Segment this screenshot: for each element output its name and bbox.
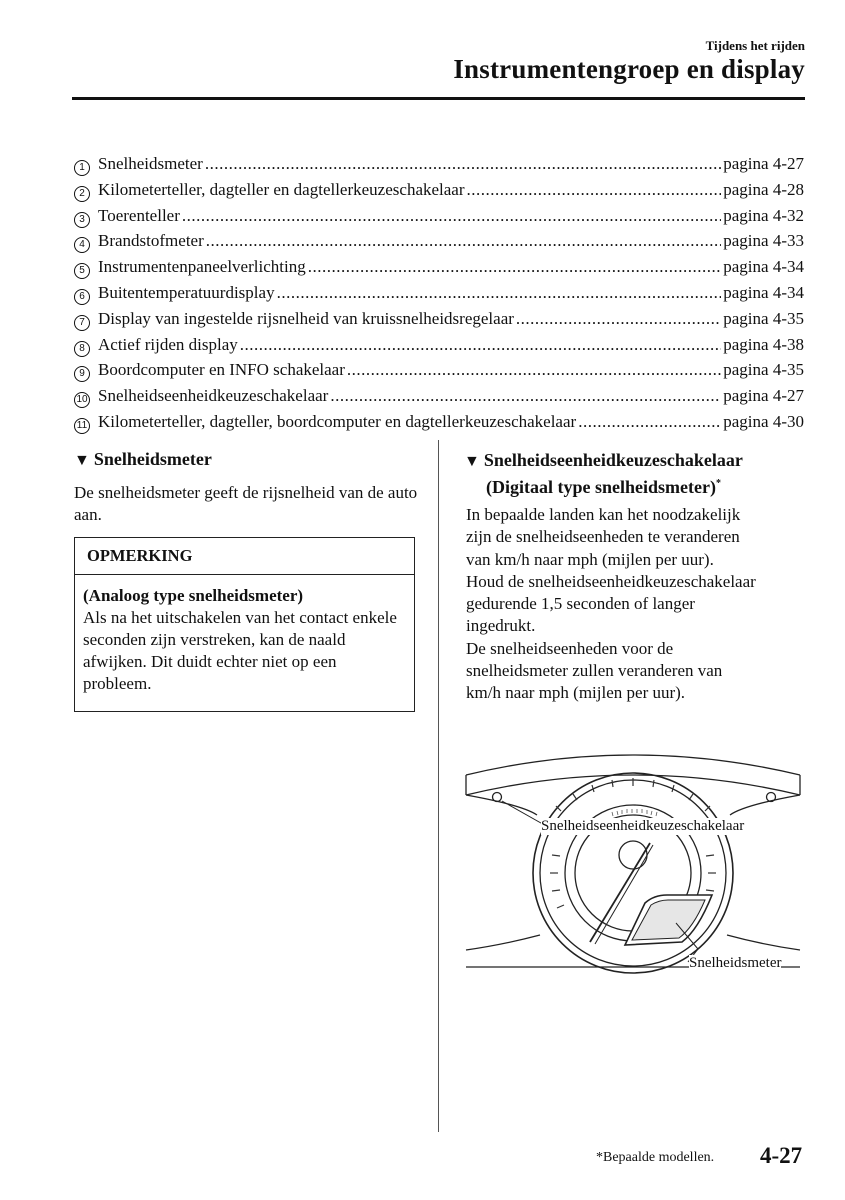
leader-dots <box>330 383 721 409</box>
toc-page-ref: pagina 4-28 <box>723 179 804 199</box>
callout-meter-label: Snelheidsmeter <box>689 955 782 971</box>
section-title: Tijdens het rijden <box>705 38 805 53</box>
paragraph-line: In bepaalde landen kan het noodzakelijk <box>466 505 741 524</box>
leader-dots <box>578 409 721 435</box>
leader-dots <box>182 203 721 229</box>
note-text: Als na het uitschakelen van het contact enkele seconden zijn verstreken, kan de naald afwijken. Dit duidt echter niet op een probleem. <box>83 608 397 693</box>
section-heading <box>74 448 212 472</box>
toc-item <box>74 280 804 306</box>
paragraph-line: gedurende 1,5 seconden of langer <box>466 594 695 614</box>
paragraph-line: zijn de snelheidseenheden te veranderen <box>466 527 740 547</box>
toc-label: Instrumentenpaneelverlichting <box>98 257 306 277</box>
page-number: 4-27 <box>760 1143 803 1168</box>
toc-page-ref: pagina 4-38 <box>723 334 804 354</box>
item-number: 5 <box>74 263 90 279</box>
heading-text: Snelheidsmeter <box>93 449 212 469</box>
note-subtitle: (Analoog type snelheidsmeter) <box>83 586 304 605</box>
toc-item <box>74 254 804 280</box>
leader-dots <box>467 177 722 203</box>
section-heading <box>464 449 809 498</box>
item-number: 10 <box>74 392 90 408</box>
toc-item <box>74 332 804 358</box>
toc-label: Boordcomputer en INFO schakelaar <box>98 360 345 380</box>
toc-label: Display van ingestelde rijsnelheid van kruissnelheidsregelaar <box>98 308 514 328</box>
toc-page-ref: pagina 4-35 <box>723 308 804 328</box>
leader-dots <box>347 357 721 383</box>
toc-item <box>74 383 804 409</box>
footnote: *Bepaalde modellen. <box>596 1150 715 1165</box>
item-number: 11 <box>74 418 90 434</box>
toc-item <box>74 306 804 332</box>
toc-label: Snelheidsmeter <box>98 154 203 173</box>
note-title: OPMERKING <box>75 538 414 575</box>
toc-label: Brandstofmeter <box>98 231 204 251</box>
toc-item <box>74 177 804 203</box>
item-number: 2 <box>74 186 90 202</box>
toc-item <box>74 151 804 177</box>
paragraph-line: van km/h naar mph (mijlen per uur). <box>466 549 714 569</box>
callout-switch-label: Snelheidseenheidkeuzeschakelaar <box>541 818 745 834</box>
toc-page-ref: pagina 4-34 <box>723 257 804 277</box>
page-title: Instrumentengroep en display <box>453 54 805 84</box>
toc-label: Actief rijden display <box>98 334 238 354</box>
paragraph-line: snelheidsmeter zullen veranderen van <box>466 661 723 681</box>
leader-dots <box>277 280 722 306</box>
toc-page-ref: pagina 4-30 <box>723 411 804 431</box>
heading-subline <box>464 473 809 498</box>
item-number: 8 <box>74 341 90 357</box>
toc-item <box>74 203 804 229</box>
toc-label: Snelheidseenheidkeuzeschakelaar <box>98 386 329 406</box>
toc-item <box>74 409 804 435</box>
leader-dots <box>205 151 721 177</box>
triangle-bullet-icon: ▼ <box>464 453 480 470</box>
toc-item <box>74 357 804 383</box>
toc-label: Toerenteller <box>98 205 180 225</box>
item-number: 4 <box>74 237 90 253</box>
toc-label: Buitentemperatuurdisplay <box>98 282 275 302</box>
leader-dots <box>516 306 721 332</box>
leader-dots <box>206 228 722 254</box>
note-box <box>74 537 415 712</box>
toc-page-ref: pagina 4-32 <box>723 205 804 225</box>
leader-dots <box>240 332 722 358</box>
item-number: 3 <box>74 212 90 228</box>
toc-page-ref: pagina 4-35 <box>723 360 804 380</box>
instrument-cluster-illustration <box>462 745 805 977</box>
item-number: 9 <box>74 366 90 382</box>
toc-list <box>74 151 804 435</box>
toc-page-ref: pagina 4-27 <box>723 154 804 173</box>
toc-label: Kilometerteller, dagteller en dagtellerkeuzeschakelaar <box>98 179 465 199</box>
heading-text: Snelheidseenheidkeuzeschakelaar <box>483 450 743 470</box>
item-number: 6 <box>74 289 90 305</box>
paragraph-line: De snelheidseenheden voor de <box>466 638 674 658</box>
toc-page-ref: pagina 4-34 <box>723 282 804 302</box>
body-paragraph <box>466 504 806 705</box>
header-rule <box>72 97 805 100</box>
toc-label: Kilometerteller, dagteller, boordcomputer en dagtellerkeuzeschakelaar <box>98 411 577 431</box>
toc-page-ref: pagina 4-33 <box>723 231 804 251</box>
item-number: 1 <box>74 160 90 176</box>
body-paragraph: De snelheidsmeter geeft de rijsnelheid van de auto aan. <box>74 483 418 524</box>
footnote-mark: * <box>715 478 721 489</box>
toc-page-ref: pagina 4-27 <box>723 386 804 406</box>
triangle-bullet-icon: ▼ <box>74 452 90 469</box>
paragraph-line: km/h naar mph (mijlen per uur). <box>466 683 686 703</box>
note-body <box>75 575 414 695</box>
paragraph-line: ingedrukt. <box>466 616 536 636</box>
leader-dots <box>308 254 722 280</box>
heading-subline-text: (Digitaal type snelheidsmeter) <box>486 477 716 497</box>
item-number: 7 <box>74 315 90 331</box>
paragraph-line: Houd de snelheidseenheidkeuzeschakelaar <box>466 571 756 591</box>
toc-item <box>74 228 804 254</box>
column-divider <box>438 440 439 1132</box>
